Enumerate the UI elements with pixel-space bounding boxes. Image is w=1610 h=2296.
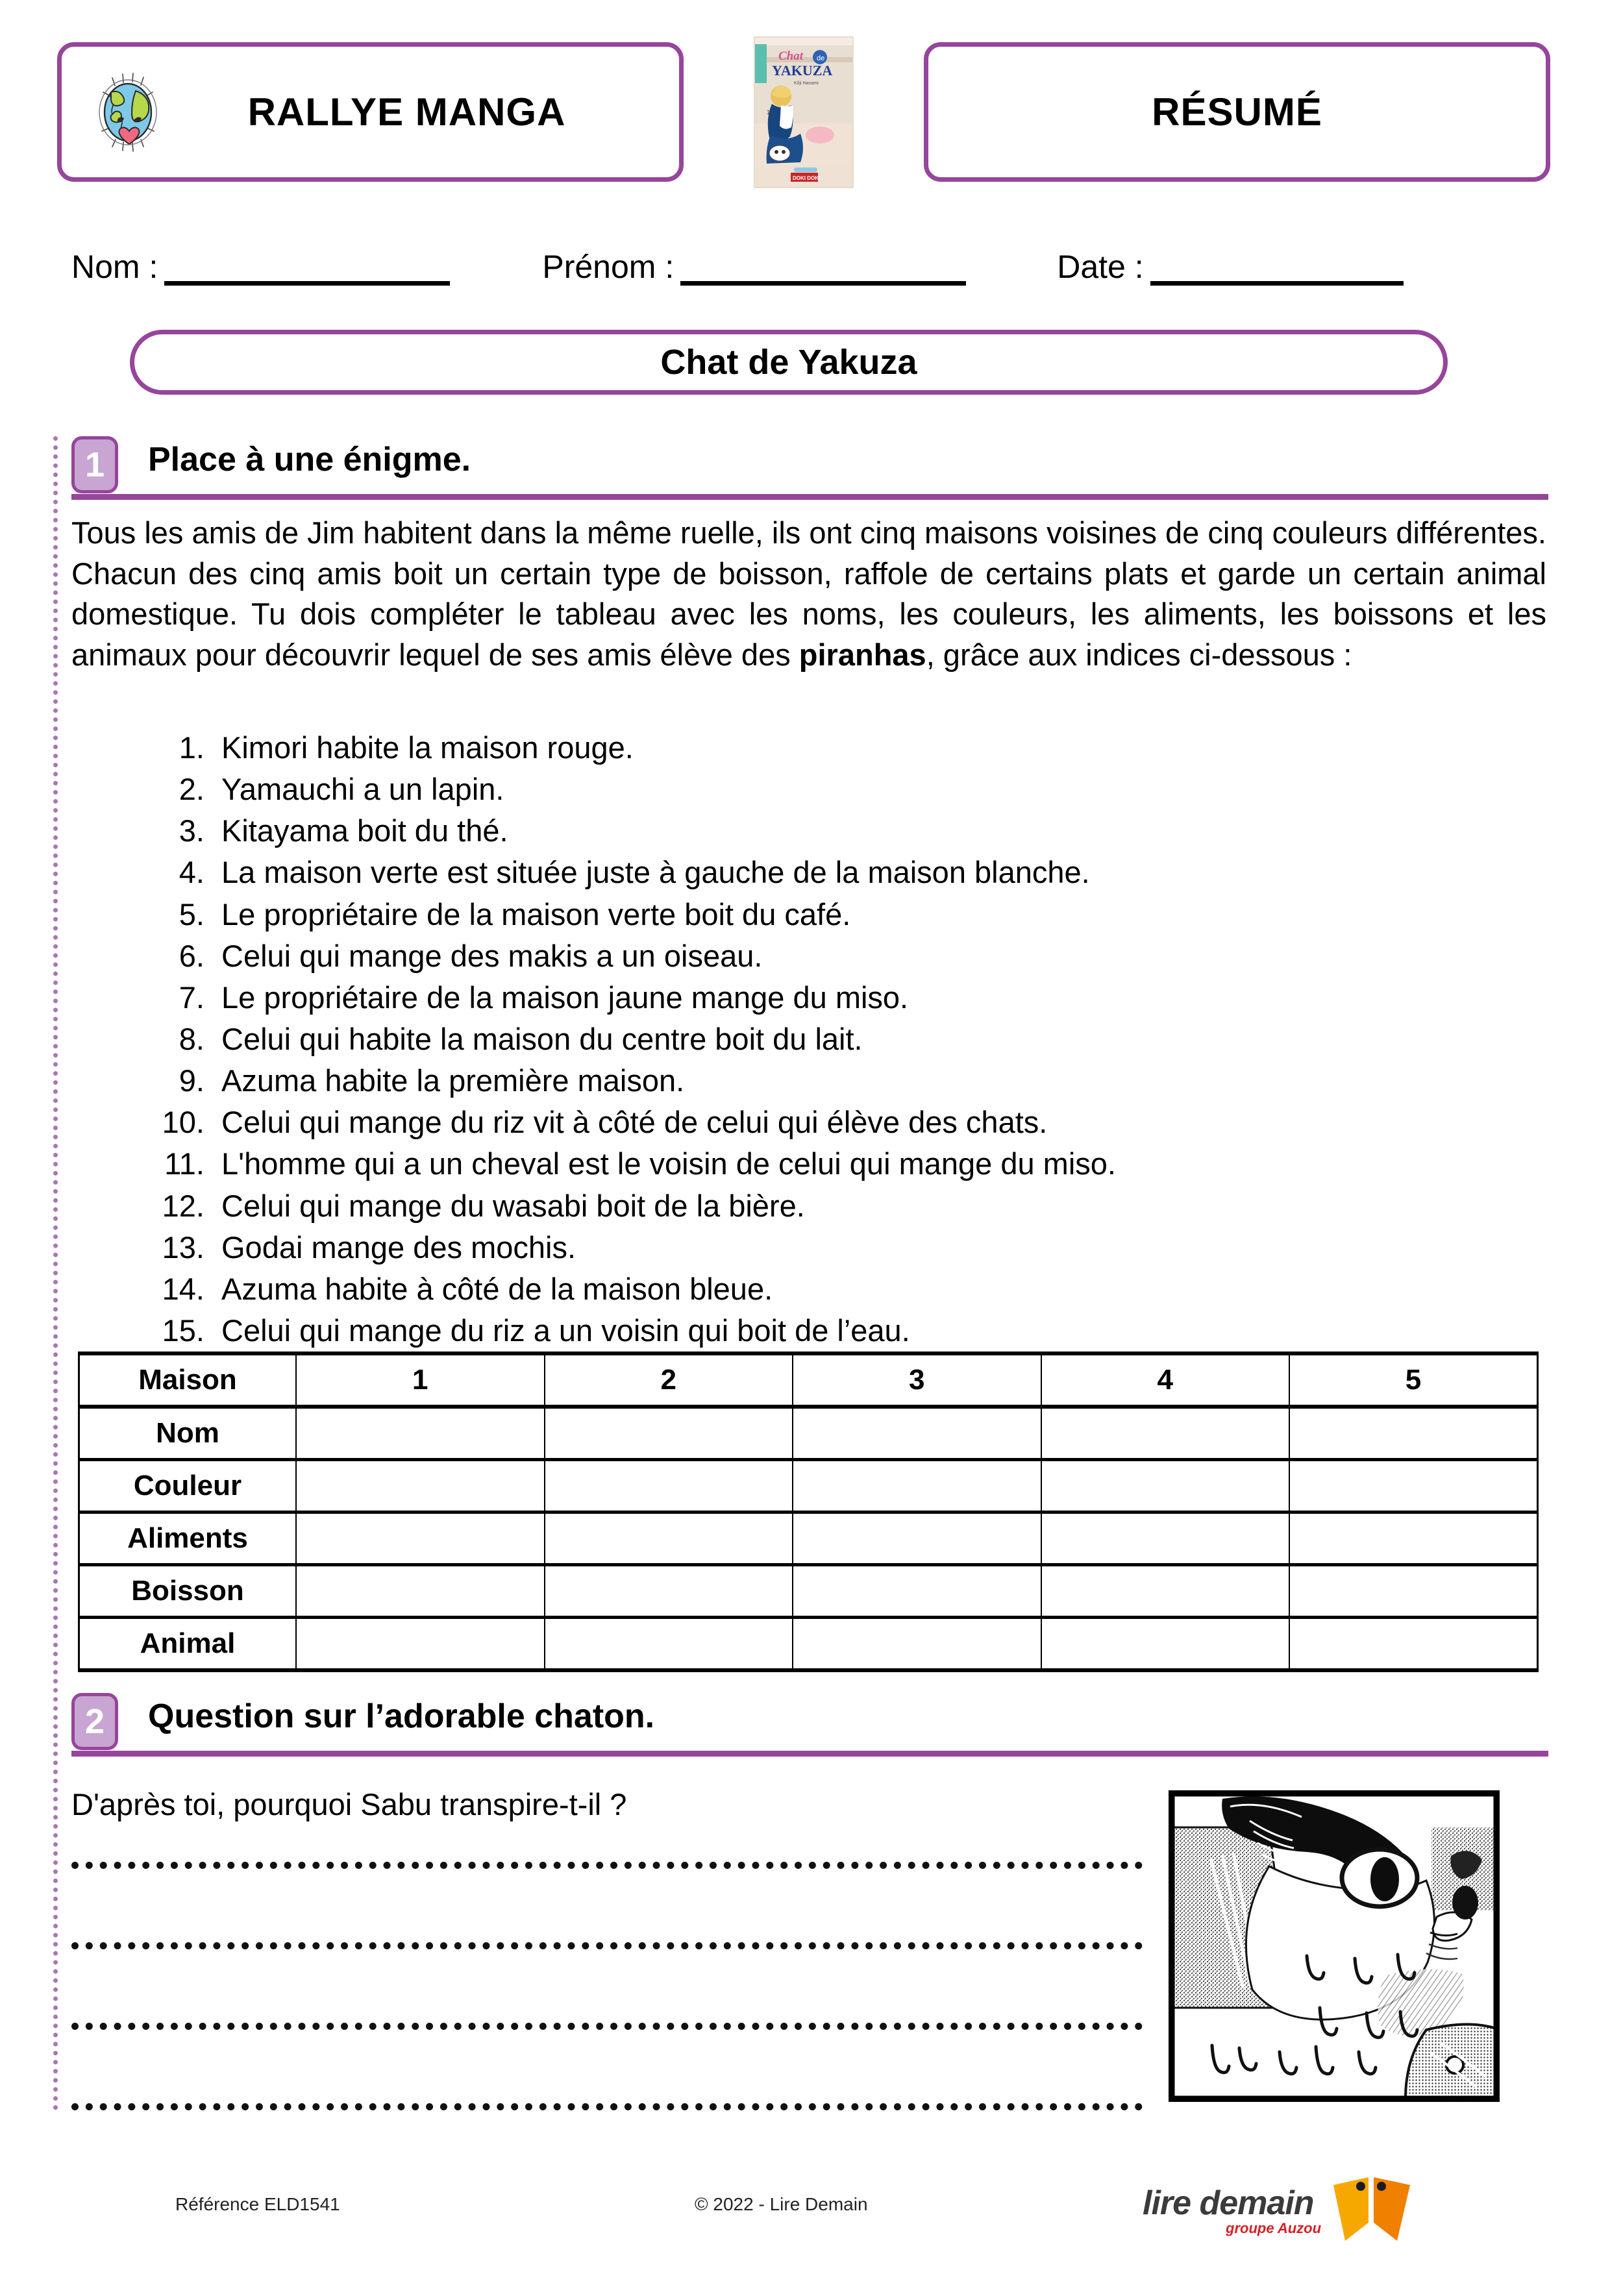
lire-demain-logo [1143, 2176, 1415, 2247]
exercise-1-badge: 1 [71, 436, 118, 493]
cell-aliments-2[interactable] [545, 1512, 793, 1565]
clue-number: 3. [179, 813, 204, 848]
row-label-boisson: Boisson [79, 1565, 297, 1618]
clue-text: Celui qui mange du riz a un voisin qui boit de l’eau. [221, 1313, 910, 1348]
list-item [146, 852, 1542, 893]
svg-text:YAKUZA: YAKUZA [772, 62, 833, 79]
row-label-couleur: Couleur [79, 1460, 297, 1512]
cell-nom-3[interactable] [793, 1407, 1041, 1460]
svg-text:Chat: Chat [778, 49, 804, 63]
list-item [146, 1018, 1542, 1060]
table-row [79, 1460, 1538, 1512]
table-row [79, 1353, 1538, 1407]
cell-nom-5[interactable] [1289, 1407, 1538, 1460]
exercise-1-header [71, 436, 1548, 493]
answer-line-3[interactable] [71, 2023, 1143, 2030]
clue-number: 6. [179, 938, 204, 973]
row-label-nom: Nom [79, 1407, 297, 1460]
nom-input-rule[interactable] [164, 259, 450, 286]
exercise-1-underline [71, 494, 1548, 500]
cell-boisson-4[interactable] [1041, 1565, 1290, 1618]
logo-wordmark: lire demain [1143, 2184, 1314, 2222]
cell-couleur-2[interactable] [545, 1460, 793, 1512]
list-item [146, 769, 1542, 810]
date-input-rule[interactable] [1150, 259, 1404, 286]
column-header-1: 1 [296, 1353, 545, 1407]
clue-number: 4. [179, 855, 204, 890]
cell-nom-2[interactable] [545, 1407, 793, 1460]
cell-couleur-4[interactable] [1041, 1460, 1290, 1512]
clue-text: Kitayama boit du thé. [221, 813, 508, 848]
cell-aliments-5[interactable] [1289, 1512, 1538, 1565]
list-item [146, 1227, 1542, 1268]
list-item [146, 1060, 1542, 1102]
copyright-text: © 2022 - Lire Demain [695, 2194, 868, 2214]
clue-number: 11. [164, 1146, 204, 1181]
exercise-1-title: Place à une énigme. [148, 441, 471, 478]
page-footer [71, 2184, 1545, 2259]
clue-text: Azuma habite la première maison. [221, 1063, 685, 1098]
nom-field[interactable] [71, 248, 450, 286]
clue-list [146, 727, 1542, 1352]
clue-text: L'homme qui a un cheval est le voisin de celui qui mange du miso. [221, 1146, 1116, 1181]
answer-line-4[interactable] [71, 2103, 1143, 2110]
resume-title: RÉSUMÉ [1152, 90, 1322, 134]
table-row [79, 1407, 1538, 1460]
cell-boisson-2[interactable] [545, 1565, 793, 1618]
svg-text:de: de [817, 54, 825, 62]
clue-text: Le propriétaire de la maison verte boit du café. [221, 896, 851, 932]
prenom-field[interactable] [542, 248, 966, 286]
table-row [79, 1565, 1538, 1618]
clue-text: Le propriétaire de la maison jaune mange du miso. [221, 980, 909, 1015]
clue-text: Kimori habite la maison rouge. [221, 730, 634, 765]
cell-animal-5[interactable] [1289, 1618, 1538, 1671]
svg-text:Kôji Nanami: Kôji Nanami [794, 80, 819, 86]
reference-text: Référence ELD1541 [175, 2194, 340, 2214]
list-item [146, 1185, 1542, 1227]
cell-boisson-1[interactable] [296, 1565, 545, 1618]
nom-label: Nom : [71, 249, 158, 285]
cell-aliments-3[interactable] [793, 1512, 1041, 1565]
table-row [79, 1618, 1538, 1671]
cell-animal-3[interactable] [793, 1618, 1041, 1671]
cell-nom-4[interactable] [1041, 1407, 1290, 1460]
column-header-2: 2 [545, 1353, 793, 1407]
list-item [146, 935, 1542, 977]
clue-number: 9. [179, 1063, 204, 1098]
list-item [146, 810, 1542, 852]
resume-box [924, 42, 1550, 182]
list-item [146, 727, 1542, 769]
open-book-icon [1328, 2176, 1416, 2244]
clue-number: 14. [162, 1271, 204, 1306]
cell-aliments-1[interactable] [296, 1512, 545, 1565]
svg-text:1: 1 [767, 108, 771, 116]
intro-part-1: Tous les amis de Jim habitent dans la même ruelle, ils ont cinq maisons voisines de cinq couleurs différentes. Chacun des cinq amis boit un certain type de boisson, raffole de certains plats et garde un certain animal domestique. Tu dois compléter le tableau avec les noms, les couleurs, les aliments, les boissons et les animaux pour découvrir lequel de ses amis élève des [71, 515, 1546, 672]
clue-number: 5. [179, 896, 204, 932]
cell-boisson-3[interactable] [793, 1565, 1041, 1618]
date-label: Date : [1057, 249, 1144, 285]
cell-couleur-1[interactable] [296, 1460, 545, 1512]
column-header-3: 3 [793, 1353, 1041, 1407]
question-text: D'après toi, pourquoi Sabu transpire-t-il ? [71, 1787, 627, 1821]
clue-text: Azuma habite à côté de la maison bleue. [221, 1271, 773, 1306]
cell-couleur-3[interactable] [793, 1460, 1041, 1512]
book-title-text: Chat de Yakuza [660, 343, 917, 382]
clue-number: 12. [162, 1188, 204, 1223]
page-header [57, 36, 1550, 188]
svg-text:DOKI DOKI: DOKI DOKI [793, 175, 821, 181]
row-label-aliments: Aliments [79, 1512, 297, 1565]
answer-line-2[interactable] [71, 1942, 1143, 1949]
clue-text: Celui qui habite la maison du centre boit du lait. [221, 1021, 863, 1056]
book-cover-thumbnail [754, 36, 854, 188]
clue-number: 10. [162, 1105, 204, 1140]
cell-animal-4[interactable] [1041, 1618, 1290, 1671]
exercise-2-title: Question sur l’adorable chaton. [148, 1697, 655, 1735]
list-item [146, 1102, 1542, 1143]
table-row [79, 1512, 1538, 1565]
logo-subtext: groupe Auzou [1226, 2220, 1322, 2236]
cell-couleur-5[interactable] [1289, 1460, 1538, 1512]
list-item [146, 977, 1542, 1018]
cell-aliments-4[interactable] [1041, 1512, 1290, 1565]
intro-bold-word: piranhas [799, 637, 926, 672]
book-title-pill [130, 330, 1448, 395]
row-label-maison: Maison [79, 1353, 297, 1407]
clue-number: 13. [162, 1229, 204, 1265]
cell-nom-1[interactable] [296, 1407, 545, 1460]
rallye-manga-box [57, 42, 684, 182]
prenom-input-rule[interactable] [680, 259, 966, 286]
answer-line-1[interactable] [71, 1862, 1143, 1869]
exercise-2-header [71, 1693, 1548, 1750]
sweating-cat-panel [1169, 1790, 1500, 2102]
enigma-intro-paragraph [71, 513, 1546, 675]
clue-text: La maison verte est située juste à gauche de la maison blanche. [221, 855, 1090, 890]
column-header-4: 4 [1041, 1353, 1290, 1407]
clue-text: Celui qui mange du wasabi boit de la bière. [221, 1188, 805, 1223]
cell-animal-1[interactable] [296, 1618, 545, 1671]
left-margin-dotted-rule [53, 436, 58, 2111]
clue-text: Celui qui mange des makis a un oiseau. [221, 938, 763, 973]
list-item [146, 1143, 1542, 1185]
clue-text: Godai mange des mochis. [221, 1229, 576, 1265]
cell-animal-2[interactable] [545, 1618, 793, 1671]
prenom-label: Prénom : [542, 249, 675, 285]
list-item [146, 894, 1542, 935]
clue-text: Celui qui mange du riz vit à côté de celui qui élève des chats. [221, 1105, 1048, 1140]
clue-number: 8. [179, 1021, 204, 1056]
clue-number: 1. [179, 730, 204, 765]
list-item [146, 1310, 1542, 1352]
column-header-5: 5 [1289, 1353, 1538, 1407]
clue-number: 2. [179, 772, 204, 807]
exercise-2-badge: 2 [71, 1693, 118, 1750]
clue-number: 7. [179, 980, 204, 1015]
puzzle-grid-table[interactable] [78, 1352, 1539, 1672]
row-label-animal: Animal [79, 1618, 297, 1671]
clue-text: Yamauchi a un lapin. [221, 772, 504, 807]
globe-heart-icon [89, 64, 173, 161]
intro-part-2: , grâce aux indices ci-dessous : [926, 637, 1352, 672]
exercise-2-underline [71, 1751, 1548, 1757]
rallye-manga-title: RALLYE MANGA [247, 90, 566, 134]
date-field[interactable] [1057, 248, 1403, 286]
cell-boisson-5[interactable] [1289, 1565, 1538, 1618]
clue-number: 15. [162, 1313, 204, 1348]
list-item [146, 1268, 1542, 1310]
identity-line [71, 240, 1545, 286]
